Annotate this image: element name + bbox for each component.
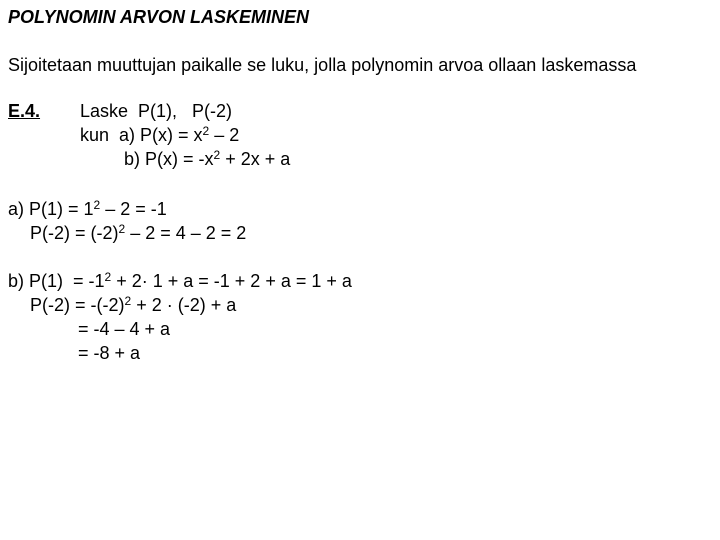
exercise-part-a-exponent: 2 xyxy=(202,124,210,138)
solution-b-line-2-rest: + 2 · (-2) + a xyxy=(131,295,237,315)
solution-b-line-1 xyxy=(8,270,352,292)
solution-b-line-2 xyxy=(30,294,236,316)
solution-a-line-1-exponent: 2 xyxy=(93,198,101,212)
solution-a-line-1 xyxy=(8,198,167,220)
exercise-part-a-rest: – 2 xyxy=(209,125,240,145)
exercise-part-a-text: kun a) P(x) = x xyxy=(80,125,203,145)
solution-a-line-1-rest: – 2 = -1 xyxy=(100,199,167,219)
solution-b-line-1-rest: + 2· 1 + a = -1 + 2 + a = 1 + a xyxy=(111,271,352,291)
exercise-part-b-rest: + 2x + a xyxy=(220,149,291,169)
solution-a-line-2-rest: – 2 = 4 – 2 = 2 xyxy=(125,223,247,243)
exercise-part-b xyxy=(124,148,290,170)
exercise-part-b-text: b) P(x) = -x xyxy=(124,149,214,169)
solution-b-line-2-text: P(-2) = -(-2) xyxy=(30,295,125,315)
solution-a-line-2-exponent: 2 xyxy=(118,222,126,236)
page-title: POLYNOMIN ARVON LASKEMINEN xyxy=(8,7,310,27)
exercise-part-a xyxy=(80,124,239,146)
solution-a-line-1-text: a) P(1) = 1 xyxy=(8,199,94,219)
solution-b-line-3: = -4 – 4 + a xyxy=(78,319,171,339)
solution-b-line-1-text: b) P(1) = -1 xyxy=(8,271,105,291)
solution-b-line-2-exponent: 2 xyxy=(124,294,132,308)
solution-b-line-4: = -8 + a xyxy=(78,343,141,363)
solution-b-line-1-exponent: 2 xyxy=(104,270,112,284)
exercise-part-b-exponent: 2 xyxy=(213,148,221,162)
intro-text: Sijoitetaan muuttujan paikalle se luku, jolla polynomin arvoa ollaan laskemassa xyxy=(8,55,637,75)
exercise-label: E.4. xyxy=(8,101,41,121)
exercise-task: Laske P(1), P(-2) xyxy=(80,101,233,121)
solution-a-line-2-text: P(-2) = (-2) xyxy=(30,223,119,243)
solution-a-line-2 xyxy=(30,222,246,244)
